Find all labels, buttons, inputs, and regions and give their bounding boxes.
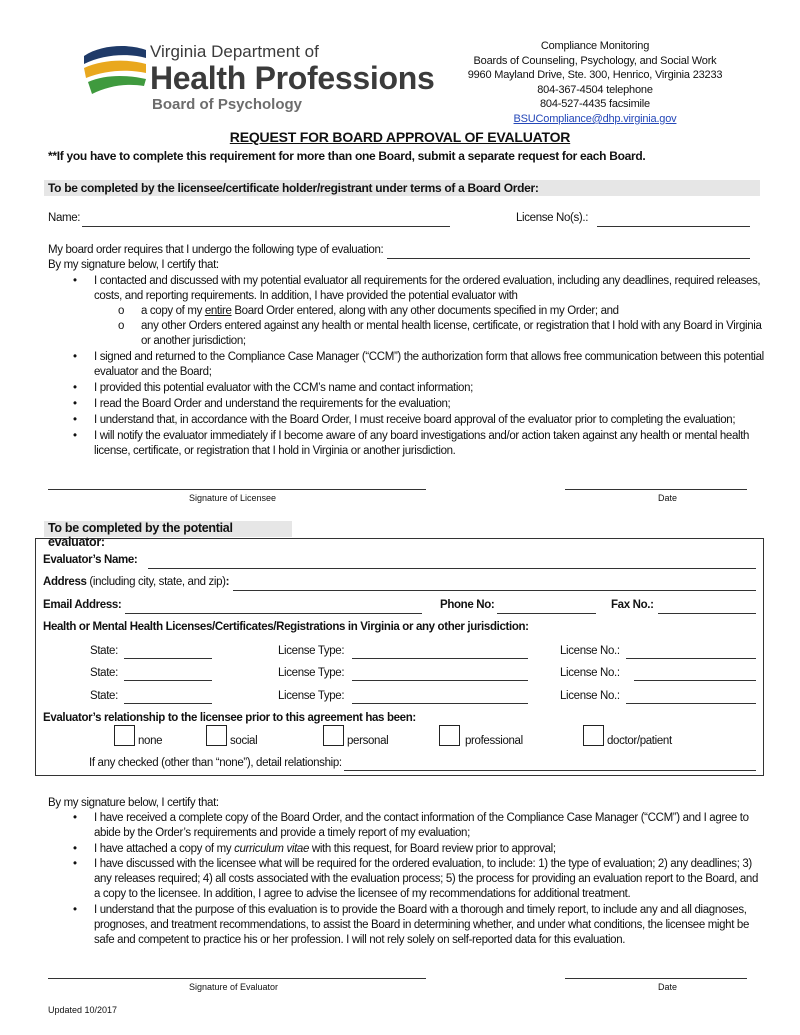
contact-address: 9960 Mayland Drive, Ste. 300, Henrico, Virginia 23233 (467, 69, 723, 82)
cert-1-line-2: costs, and reporting requirements. In addition, I have provided the potential evaluator with (94, 290, 518, 302)
relationship-personal-checkbox[interactable] (323, 725, 344, 746)
cert-1-sub-2-line-2: or another jurisdiction; (141, 335, 246, 347)
cert-2-line-2: evaluator and the Board; (94, 366, 212, 378)
evaluator-name-field[interactable] (148, 568, 756, 569)
logo-line-3: Board of Psychology (152, 96, 303, 113)
licensee-signature-line[interactable] (48, 489, 426, 490)
cert-1-line-1: I contacted and discussed with my potential evaluator all requirements for the ordered evaluation, including any deadlines, required releases, (94, 275, 761, 287)
section-1-heading: To be completed by the licensee/certificate holder/registrant under terms of a Board Order: (48, 181, 539, 195)
email-field[interactable] (125, 613, 422, 614)
dhp-logo (82, 38, 442, 118)
license-type-label: License Type: (278, 645, 345, 657)
cert-4: I read the Board Order and understand the requirements for the evaluation; (94, 398, 451, 410)
bullet-icon: • (73, 904, 77, 916)
cert-2-line-1: I signed and returned to the Compliance Case Manager (“CCM”) the authorization form that allows free communication between this potential (94, 351, 764, 363)
section-1-heading-bar (44, 180, 760, 196)
form-note: **If you have to complete this requirement for more than one Board, submit a separate request for each Board. (48, 149, 646, 163)
bullet-icon: • (73, 382, 77, 394)
contact-email-link[interactable]: BSUCompliance@dhp.virginia.gov (513, 112, 677, 125)
relationship-social-checkbox[interactable] (206, 725, 227, 746)
cert-6-line-1: I will notify the evaluator immediately if I become aware of any board investigations and/or action taken against any health or mental health (94, 430, 750, 442)
bullet-icon: • (73, 398, 77, 410)
eval-type-label: My board order requires that I undergo the following type of evaluation: (48, 244, 384, 256)
license-type-field[interactable] (352, 680, 528, 681)
eval-cert-2: I have attached a copy of my curriculum vitae with this request, for Board review prior to approval; (94, 843, 556, 855)
license-nos-label: License No(s).: (516, 212, 589, 224)
phone-label: Phone No: (440, 599, 495, 611)
license-no-field[interactable] (626, 703, 756, 704)
state-field[interactable] (124, 658, 212, 659)
license-nos-field[interactable] (597, 226, 750, 227)
eval-type-field[interactable] (387, 258, 750, 259)
evaluator-date-caption: Date (658, 982, 678, 992)
fax-field[interactable] (658, 613, 756, 614)
eval-cert-4-line-3: safe and competent to practice his or her profession. I will not rely solely on self-reported data for this evaluation. (94, 934, 626, 946)
evaluator-name-label: Evaluator’s Name: (43, 554, 138, 566)
cert-6-line-2: license, certificate, or registration that I hold in Virginia or another jurisdiction. (94, 445, 456, 457)
licensee-date-caption: Date (658, 493, 678, 503)
sub-bullet-icon: o (118, 305, 125, 317)
contact-boards: Boards of Counseling, Psychology, and Social Work (473, 54, 717, 67)
state-field[interactable] (124, 680, 212, 681)
licenses-label: Health or Mental Health Licenses/Certificates/Registrations in Virginia or any other jurisdiction: (43, 621, 529, 633)
state-field[interactable] (124, 703, 212, 704)
eval-cert-3-line-2: any releases required; 4) all costs associated with the evaluation process; 5) the process for providing an evaluation report to the Board, and (94, 873, 758, 885)
license-no-label: License No.: (560, 645, 620, 657)
relationship-professional-checkbox[interactable] (439, 725, 460, 746)
relationship-none-label: none (138, 735, 163, 747)
license-type-field[interactable] (352, 703, 528, 704)
relationship-detail-label: If any checked (other than “none”), detail relationship: (89, 757, 342, 769)
relationship-none-checkbox[interactable] (114, 725, 135, 746)
contact-phone: 804-367-4504 telephone (537, 83, 653, 96)
relationship-label: Evaluator’s relationship to the licensee prior to this agreement has been: (43, 712, 416, 724)
eval-cert-3-line-1: I have discussed with the licensee what will be required for the ordered evaluation, to include: 1) the type of evaluation; 2) any deadlines; 3) (94, 858, 752, 870)
evaluator-signature-caption: Signature of Evaluator (189, 982, 279, 992)
eval-cert-3-line-3: a copy to the licensee. In addition, I agree to advise the licensee of my recommendations for additional treatment. (94, 888, 631, 900)
contact-fax: 804-527-4435 facsimile (540, 98, 650, 111)
license-type-label: License Type: (278, 690, 345, 702)
phone-field[interactable] (497, 613, 596, 614)
bullet-icon: • (73, 351, 77, 363)
certify-intro-2: By my signature below, I certify that: (48, 797, 219, 809)
relationship-doctor-patient-label: doctor/patient (607, 735, 672, 747)
evaluator-date-line[interactable] (565, 978, 747, 979)
bullet-icon: • (73, 858, 77, 870)
license-no-field[interactable] (634, 680, 756, 681)
cert-1-sub-1: a copy of my entire Board Order entered, along with any other documents specified in my Order; and (141, 305, 619, 317)
sub-bullet-icon: o (118, 320, 125, 332)
section-2-heading-bar (44, 521, 292, 549)
relationship-detail-field[interactable] (344, 770, 756, 771)
updated-footer: Updated 10/2017 (48, 1005, 118, 1015)
eval-cert-4-line-2: prognoses, and treatment recommendations, to assist the Board in determining whether, and under what conditions, the licensee might be (94, 919, 750, 931)
cert-3: I provided this potential evaluator with the CCM’s name and contact information; (94, 382, 473, 394)
evaluator-signature-line[interactable] (48, 978, 426, 979)
state-label: State: (90, 645, 118, 657)
bullet-icon: • (73, 843, 77, 855)
name-field[interactable] (82, 226, 450, 227)
fax-label: Fax No.: (611, 599, 654, 611)
license-type-field[interactable] (352, 658, 528, 659)
bullet-icon: • (73, 430, 77, 442)
form-title: REQUEST FOR BOARD APPROVAL OF EVALUATOR (229, 129, 571, 145)
relationship-doctor-patient-checkbox[interactable] (583, 725, 604, 746)
name-label: Name: (48, 212, 81, 224)
relationship-professional-label: professional (465, 735, 523, 747)
dhp-swoosh-icon (82, 42, 148, 100)
licensee-date-line[interactable] (565, 489, 747, 490)
license-type-label: License Type: (278, 667, 345, 679)
relationship-personal-label: personal (347, 735, 389, 747)
state-label: State: (90, 690, 118, 702)
address-label: Address (including city, state, and zip): (43, 576, 230, 588)
licensee-signature-caption: Signature of Licensee (189, 493, 277, 503)
bullet-icon: • (73, 275, 77, 287)
relationship-social-label: social (230, 735, 258, 747)
contact-unit: Compliance Monitoring (540, 40, 650, 52)
license-no-label: License No.: (560, 667, 620, 679)
bullet-icon: • (73, 812, 77, 824)
certify-intro-1: By my signature below, I certify that: (48, 259, 219, 271)
address-field[interactable] (233, 590, 756, 591)
state-label: State: (90, 667, 118, 679)
eval-cert-4-line-1: I understand that the purpose of this evaluation is to provide the Board with a thorough and timely report, to include any and all diagnoses, (94, 904, 747, 916)
eval-cert-1-line-1: I have received a complete copy of the Board Order, and the contact information of the Compliance Case Manager (“CCM”) and I agree to (94, 812, 749, 824)
license-no-label: License No.: (560, 690, 620, 702)
cert-5: I understand that, in accordance with the Board Order, I must receive board approval of the evaluator prior to completing the evaluation; (94, 414, 736, 426)
logo-line-1: Virginia Department of (150, 42, 319, 61)
email-label: Email Address: (43, 599, 122, 611)
cert-1-sub-2-line-1: any other Orders entered against any health or mental health license, certificate, or registration that I hold with any Board in Virginia (141, 320, 762, 332)
eval-cert-1-line-2: abide by the Order’s requirements and provide a timely report of my evaluation; (94, 827, 470, 839)
bullet-icon: • (73, 414, 77, 426)
contact-block (455, 39, 735, 127)
section-2-heading: To be completed by the potential evaluator: (48, 521, 233, 549)
license-no-field[interactable] (626, 658, 756, 659)
logo-line-2: Health Professions (150, 60, 435, 96)
